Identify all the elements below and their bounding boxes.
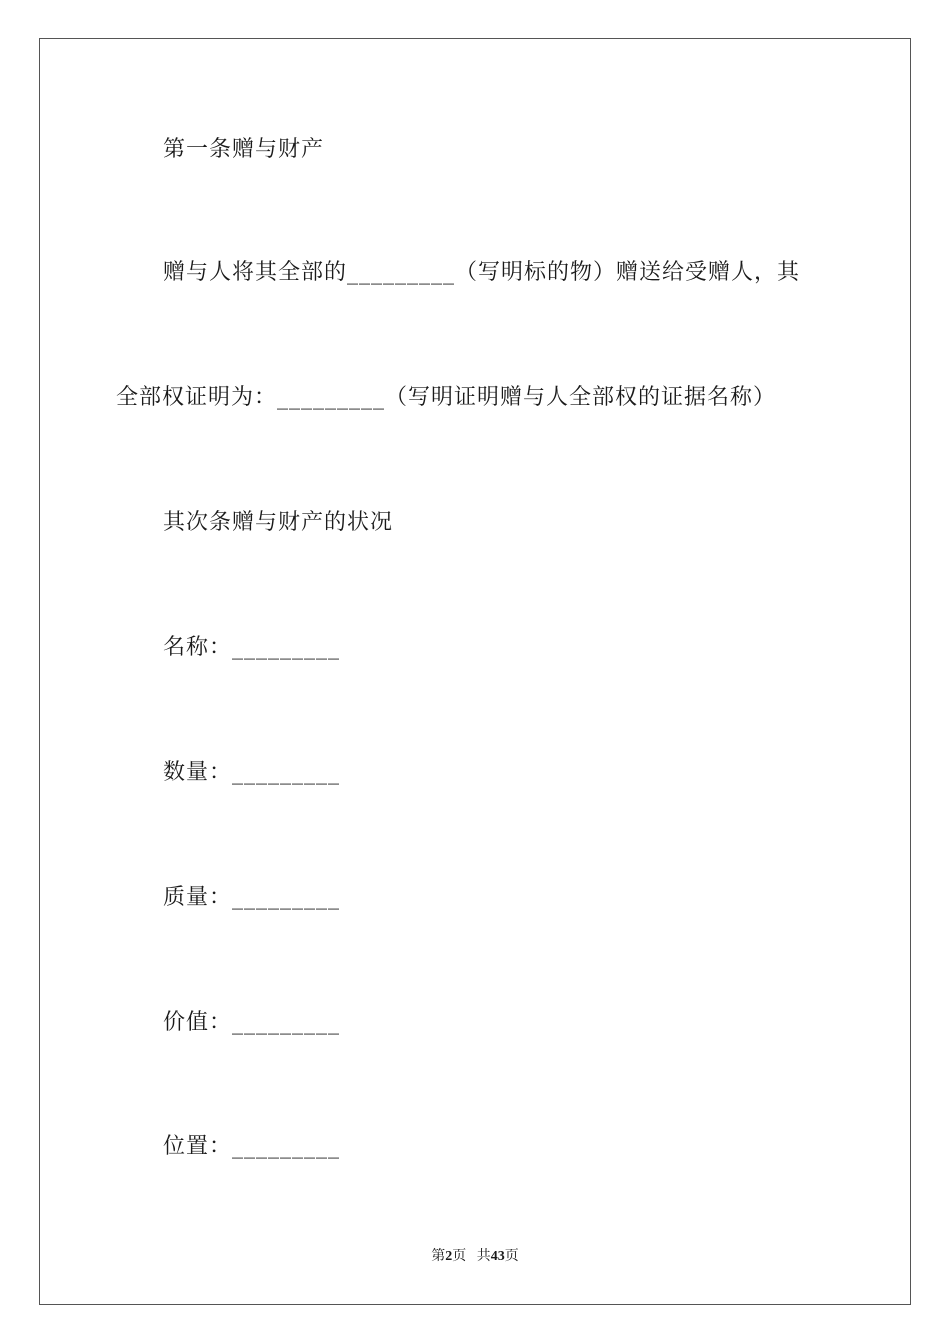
footer-total-pages: 43 [490,1249,505,1264]
field-value: 价值：_________ [163,1010,341,1035]
paragraph-line-1: 赠与人将其全部的_________（写明标的物）赠送给受赠人，其 [163,260,801,285]
footer-page-suffix: 页 [452,1249,467,1264]
field-location: 位置：_________ [163,1134,341,1159]
field-quality: 质量：_________ [163,885,341,910]
footer-total-prefix: 共 [476,1249,491,1264]
paragraph-line-2: 全部权证明为：_________（写明证明赠与人全部权的证据名称） [116,385,777,410]
section-1-heading: 第一条赠与财产 [163,137,325,162]
section-2-heading: 其次条赠与财产的状况 [163,510,394,535]
page-footer [0,1248,950,1266]
footer-page-prefix: 第 [431,1249,446,1264]
footer-total-suffix: 页 [504,1249,519,1264]
field-name: 名称：_________ [163,635,341,660]
field-quantity: 数量：_________ [163,760,341,785]
page-border [39,38,911,1305]
footer-page-number: 2 [445,1249,453,1264]
